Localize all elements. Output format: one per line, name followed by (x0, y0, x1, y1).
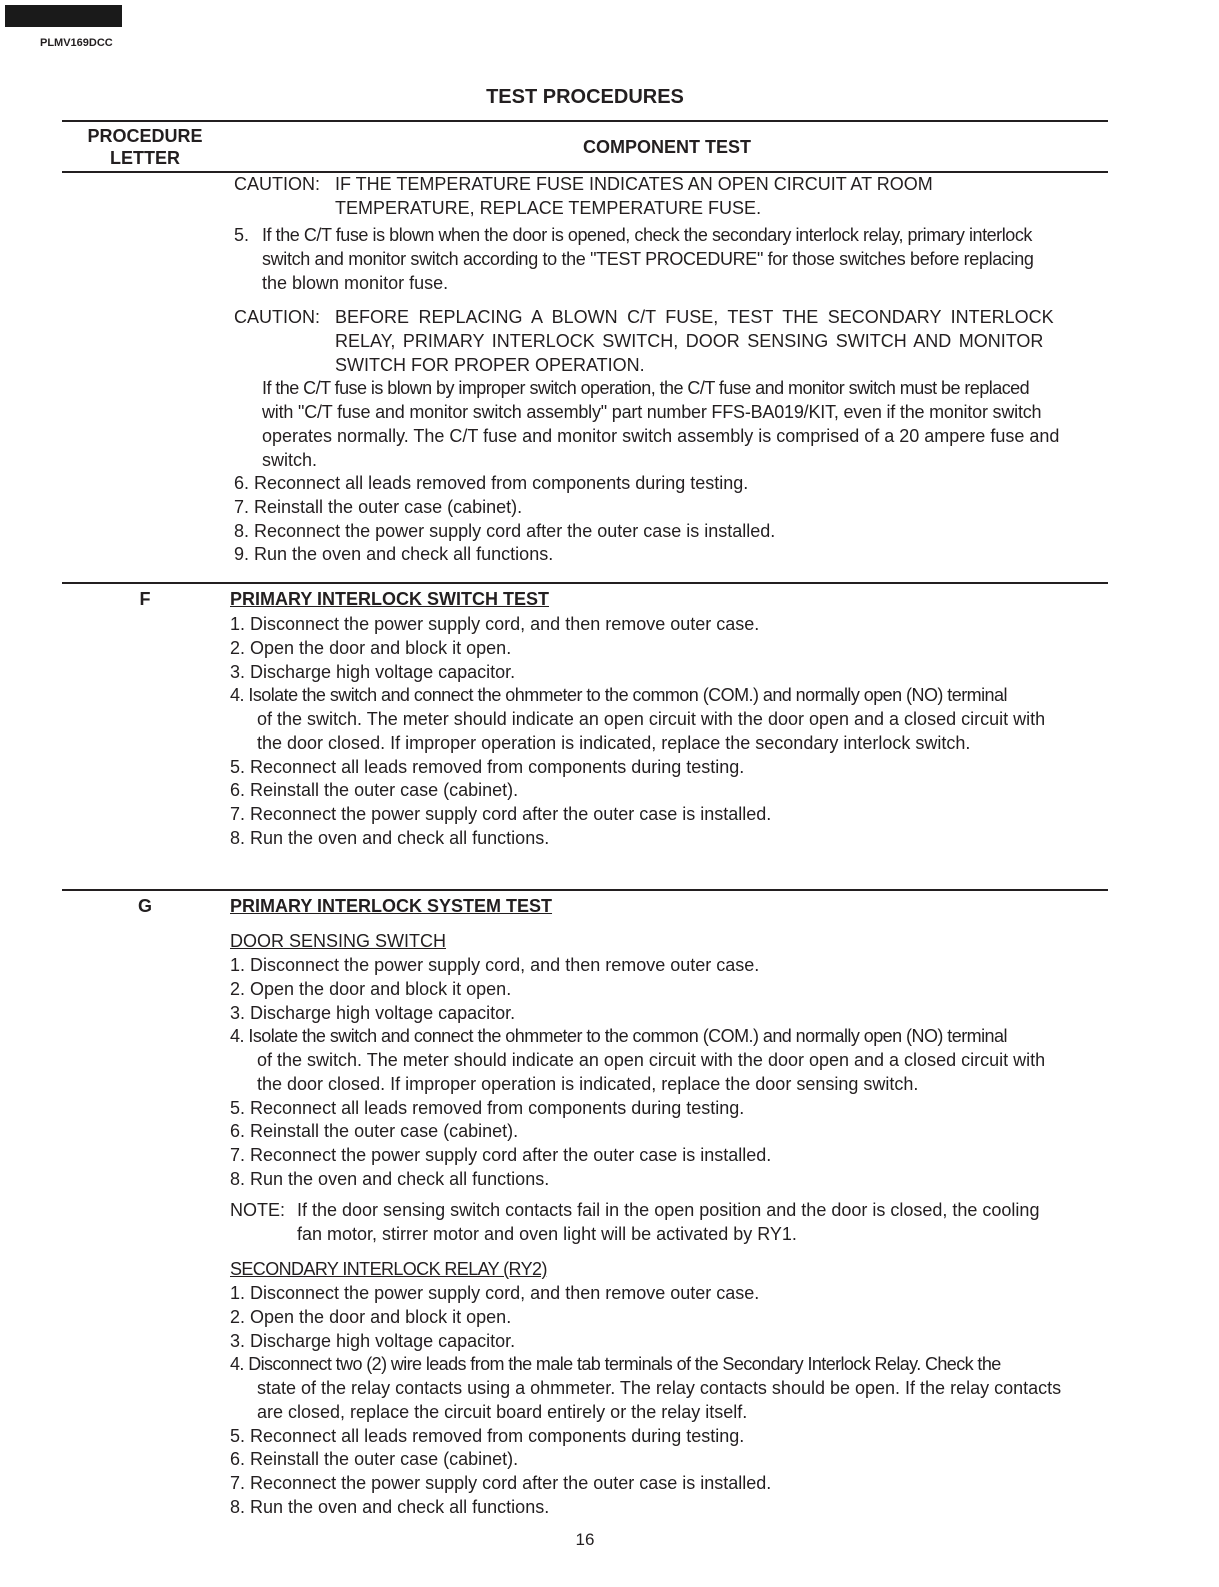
step-number: 5. (234, 225, 250, 245)
note-text: fan motor, stirrer motor and oven light will be activated by RY1. (297, 1224, 797, 1244)
section-rule (62, 582, 1108, 584)
step-text: 1. Disconnect the power supply cord, and then remove outer case. (230, 955, 760, 975)
section-title: PRIMARY INTERLOCK SWITCH TEST (230, 589, 549, 609)
step-text: 2. Open the door and block it open. (230, 1307, 512, 1327)
procedure-letter: F (139, 589, 151, 609)
step-text: 2. Open the door and block it open. (230, 979, 512, 999)
step-text: 8. Run the oven and check all functions. (230, 828, 550, 848)
note-label: NOTE: (230, 1200, 286, 1220)
step-text: of the switch. The meter should indicate an open circuit with the door open and a closed circuit with (257, 709, 1046, 729)
step-text: 9. Run the oven and check all functions. (234, 544, 554, 564)
step-text: 7. Reconnect the power supply cord after the outer case is installed. (230, 1473, 772, 1493)
caution-label: CAUTION: (234, 307, 321, 327)
step-text: of the switch. The meter should indicate an open circuit with the door open and a closed circuit with (257, 1050, 1046, 1070)
step-text: are closed, replace the circuit board entirely or the relay itself. (257, 1402, 748, 1422)
page-title: TEST PROCEDURES (486, 86, 684, 108)
step-text: 8. Run the oven and check all functions. (230, 1497, 550, 1517)
step-text: the door closed. If improper operation is indicated, replace the door sensing switch. (257, 1074, 919, 1094)
page-number: 16 (575, 1530, 595, 1549)
caution-text: TEMPERATURE, REPLACE TEMPERATURE FUSE. (335, 198, 762, 218)
column-header-procedure-letter: PROCEDURE LETTER (87, 126, 203, 168)
step-text: 3. Discharge high voltage capacitor. (230, 1331, 516, 1351)
step-text: 3. Discharge high voltage capacitor. (230, 662, 516, 682)
step-text: the blown monitor fuse. (262, 273, 449, 293)
step-text: 1. Disconnect the power supply cord, and then remove outer case. (230, 1283, 760, 1303)
note-text: If the door sensing switch contacts fail in the open position and the door is closed, the cooling (297, 1200, 1040, 1220)
step-text: 2. Open the door and block it open. (230, 638, 512, 658)
step-text: 8. Reconnect the power supply cord after the outer case is installed. (234, 521, 776, 541)
step-text: 4. Disconnect two (2) wire leads from the male tab terminals of the Secondary Interlock Relay. Check the (230, 1354, 1001, 1374)
paragraph-text: switch. (262, 450, 318, 470)
caution-text: SWITCH FOR PROPER OPERATION. (335, 355, 645, 375)
subsection-title: SECONDARY INTERLOCK RELAY (RY2) (230, 1259, 547, 1279)
paragraph-text: operates normally. The C/T fuse and monitor switch assembly is comprised of a 20 ampere fuse and (262, 426, 1060, 446)
step-text: 7. Reconnect the power supply cord after the outer case is installed. (230, 1145, 772, 1165)
paragraph-text: with "C/T fuse and monitor switch assembly" part number FFS-BA019/KIT, even if the monitor switch (262, 402, 1042, 422)
step-text: 5. Reconnect all leads removed from components during testing. (230, 757, 745, 777)
caution-text: RELAY, PRIMARY INTERLOCK SWITCH, DOOR SENSING SWITCH AND MONITOR (335, 331, 1044, 351)
model-number: PLMV169DCC (40, 37, 113, 49)
step-text: 4. Isolate the switch and connect the ohmmeter to the common (COM.) and normally open (NO) terminal (230, 685, 1007, 705)
step-text: 5. Reconnect all leads removed from components during testing. (230, 1426, 745, 1446)
caution-label: CAUTION: (234, 174, 321, 194)
step-text: 6. Reinstall the outer case (cabinet). (230, 1449, 519, 1469)
column-header-component-test: COMPONENT TEST (582, 137, 751, 157)
step-text: 6. Reinstall the outer case (cabinet). (230, 1121, 519, 1141)
step-text: 6. Reconnect all leads removed from components during testing. (234, 473, 749, 493)
step-text: 1. Disconnect the power supply cord, and then remove outer case. (230, 614, 760, 634)
step-text: 7. Reconnect the power supply cord after the outer case is installed. (230, 804, 772, 824)
step-text: 6. Reinstall the outer case (cabinet). (230, 780, 519, 800)
header-black-bar (5, 5, 122, 27)
caution-text: IF THE TEMPERATURE FUSE INDICATES AN OPEN CIRCUIT AT ROOM (335, 174, 933, 194)
section-rule (62, 889, 1108, 891)
step-text: 5. Reconnect all leads removed from components during testing. (230, 1098, 745, 1118)
step-text: 7. Reinstall the outer case (cabinet). (234, 497, 523, 517)
step-text: state of the relay contacts using a ohmmeter. The relay contacts should be open. If the relay contacts (257, 1378, 1062, 1398)
subsection-title: DOOR SENSING SWITCH (230, 931, 447, 951)
caution-text: BEFORE REPLACING A BLOWN C/T FUSE, TEST THE SECONDARY INTERLOCK (335, 307, 1054, 327)
step-text: 3. Discharge high voltage capacitor. (230, 1003, 516, 1023)
section-title: PRIMARY INTERLOCK SYSTEM TEST (230, 896, 553, 916)
step-text: If the C/T fuse is blown when the door is opened, check the secondary interlock relay, primary interlock (262, 225, 1032, 245)
table-top-rule (62, 120, 1108, 122)
procedure-letter: G (137, 896, 152, 916)
step-text: switch and monitor switch according to the "TEST PROCEDURE" for those switches before replacing (262, 249, 1034, 269)
step-text: 4. Isolate the switch and connect the ohmmeter to the common (COM.) and normally open (NO) terminal (230, 1026, 1007, 1046)
step-text: the door closed. If improper operation is indicated, replace the secondary interlock switch. (257, 733, 971, 753)
step-text: 8. Run the oven and check all functions. (230, 1169, 550, 1189)
paragraph-text: If the C/T fuse is blown by improper switch operation, the C/T fuse and monitor switch must be replaced (262, 378, 1030, 398)
